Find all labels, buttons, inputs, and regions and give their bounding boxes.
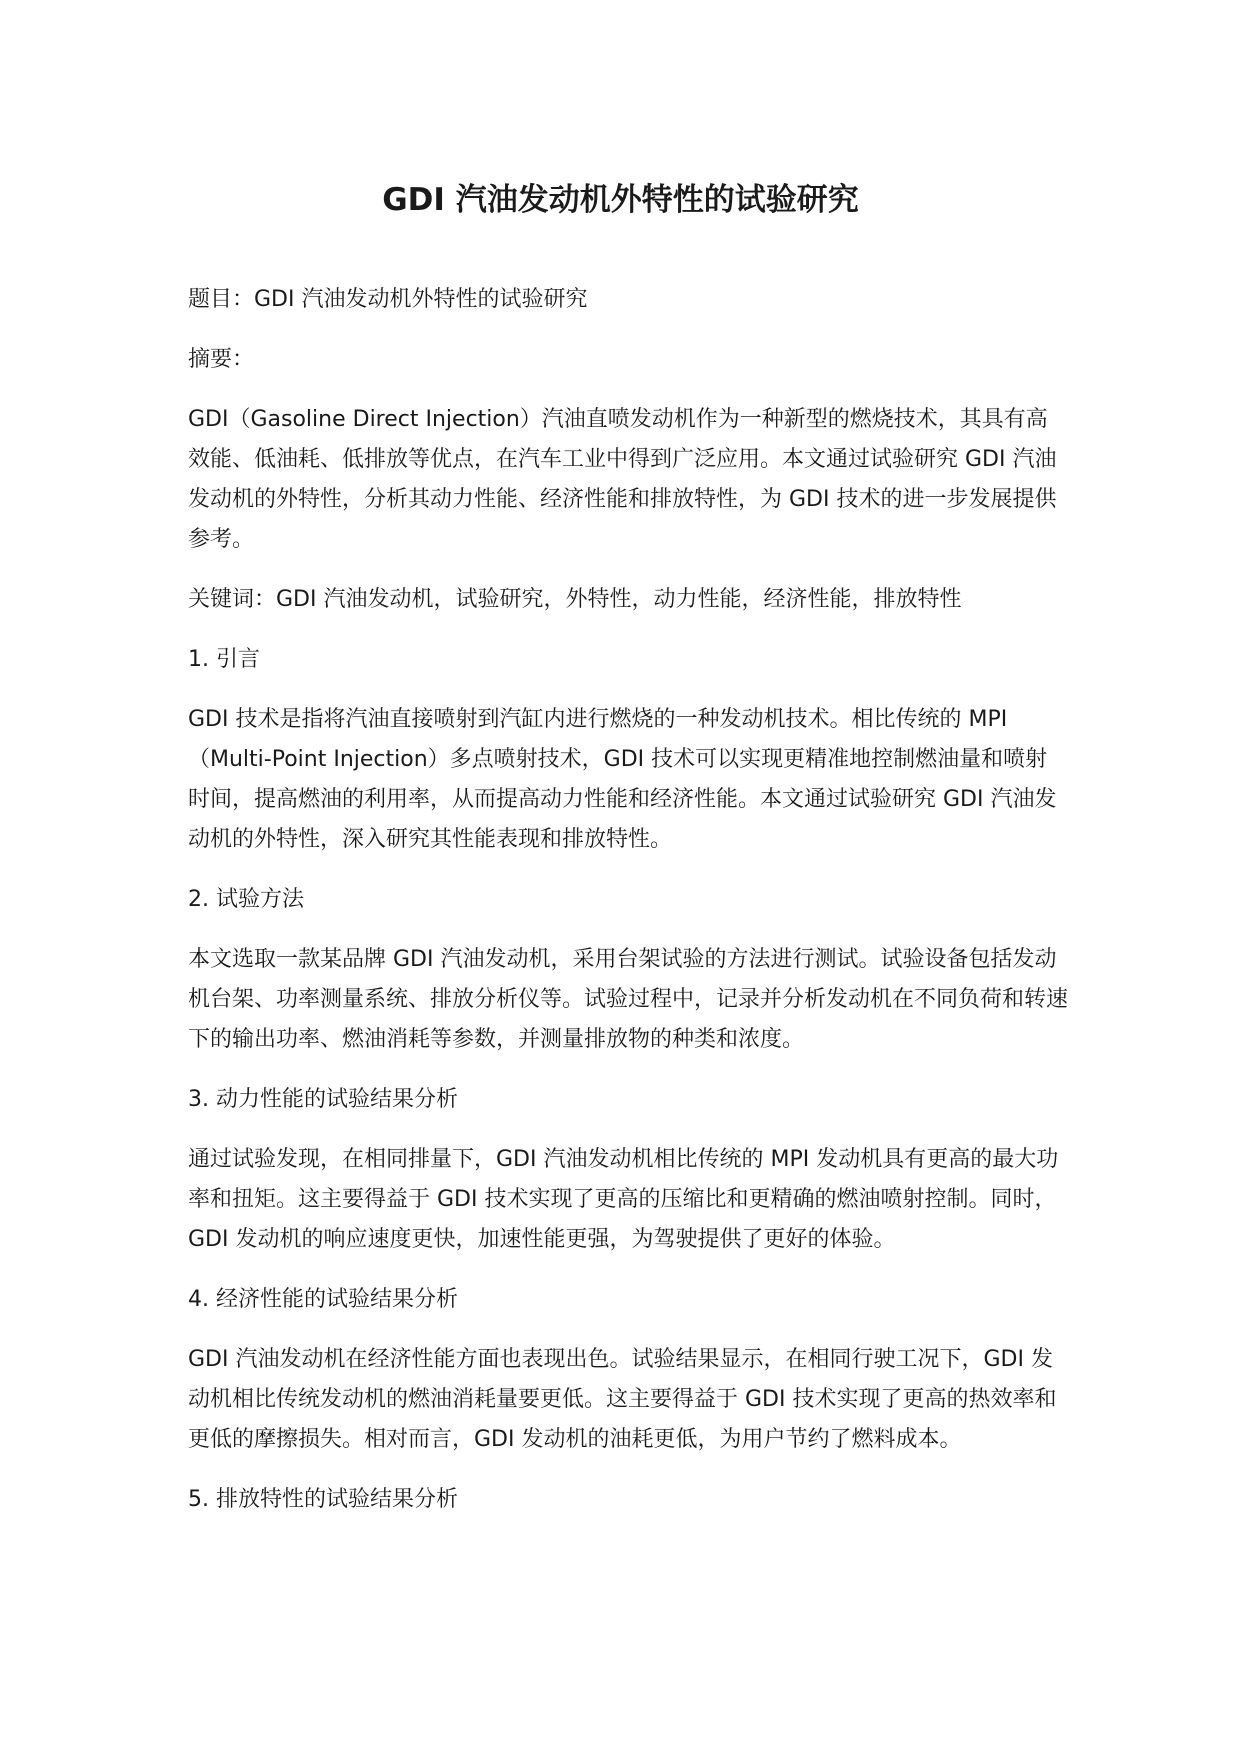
- keywords-line: 关键词：GDI 汽油发动机，试验研究，外特性，动力性能，经济性能，排放特性: [188, 587, 962, 612]
- section-heading-power: 3. 动力性能的试验结果分析: [188, 1087, 458, 1112]
- abstract-text: GDI（Gasoline Direct Injection）汽油直喷发动机作为一种新型的燃烧技术，其具有高效能、低油耗、低排放等优点，在汽车工业中得到广泛应用。本文通过试验研究 GDI 汽油发动机的外特性，分析其动力性能、经济性能和排放特性，为 GDI 技术的进一步发展提供参考。: [188, 407, 1057, 552]
- section-heading-economy: 4. 经济性能的试验结果分析: [188, 1287, 458, 1312]
- document-body: [188, 280, 1068, 1540]
- section-heading-emissions: 5. 排放特性的试验结果分析: [188, 1487, 458, 1512]
- section-text-introduction: GDI 技术是指将汽油直接喷射到汽缸内进行燃烧的一种发动机技术。相比传统的 MPI（Multi-Point Injection）多点喷射技术，GDI 技术可以实现更精准地控制燃油量和喷射时间，提高燃油的利用率，从而提高动力性能和经济性能。本文通过试验研究 GDI 汽油发动机的外特性，深入研究其性能表现和排放特性。: [188, 707, 1057, 852]
- section-text-method: 本文选取一款某品牌 GDI 汽油发动机，采用台架试验的方法进行测试。试验设备包括发动机台架、功率测量系统、排放分析仪等。试验过程中，记录并分析发动机在不同负荷和转速下的输出功率、燃油消耗等参数，并测量排放物的种类和浓度。: [188, 947, 1069, 1052]
- abstract-label: 摘要：: [188, 347, 255, 372]
- section-text-economy: GDI 汽油发动机在经济性能方面也表现出色。试验结果显示，在相同行驶工况下，GDI 发动机相比传统发动机的燃油消耗量要更低。这主要得益于 GDI 技术实现了更高的热效率和更低的摩擦损失。相对而言，GDI 发动机的油耗更低，为用户节约了燃料成本。: [188, 1347, 1057, 1452]
- page-title: GDI 汽油发动机外特性的试验研究: [382, 182, 859, 218]
- section-text-power: 通过试验发现，在相同排量下，GDI 汽油发动机相比传统的 MPI 发动机具有更高的最大功率和扭矩。这主要得益于 GDI 技术实现了更高的压缩比和更精确的燃油喷射控制。同时，GDI 发动机的响应速度更快，加速性能更强，为驾驶提供了更好的体验。: [188, 1147, 1059, 1252]
- section-heading-introduction: 1. 引言: [188, 647, 260, 672]
- section-heading-method: 2. 试验方法: [188, 887, 304, 912]
- subject-line: 题目：GDI 汽油发动机外特性的试验研究: [188, 287, 588, 312]
